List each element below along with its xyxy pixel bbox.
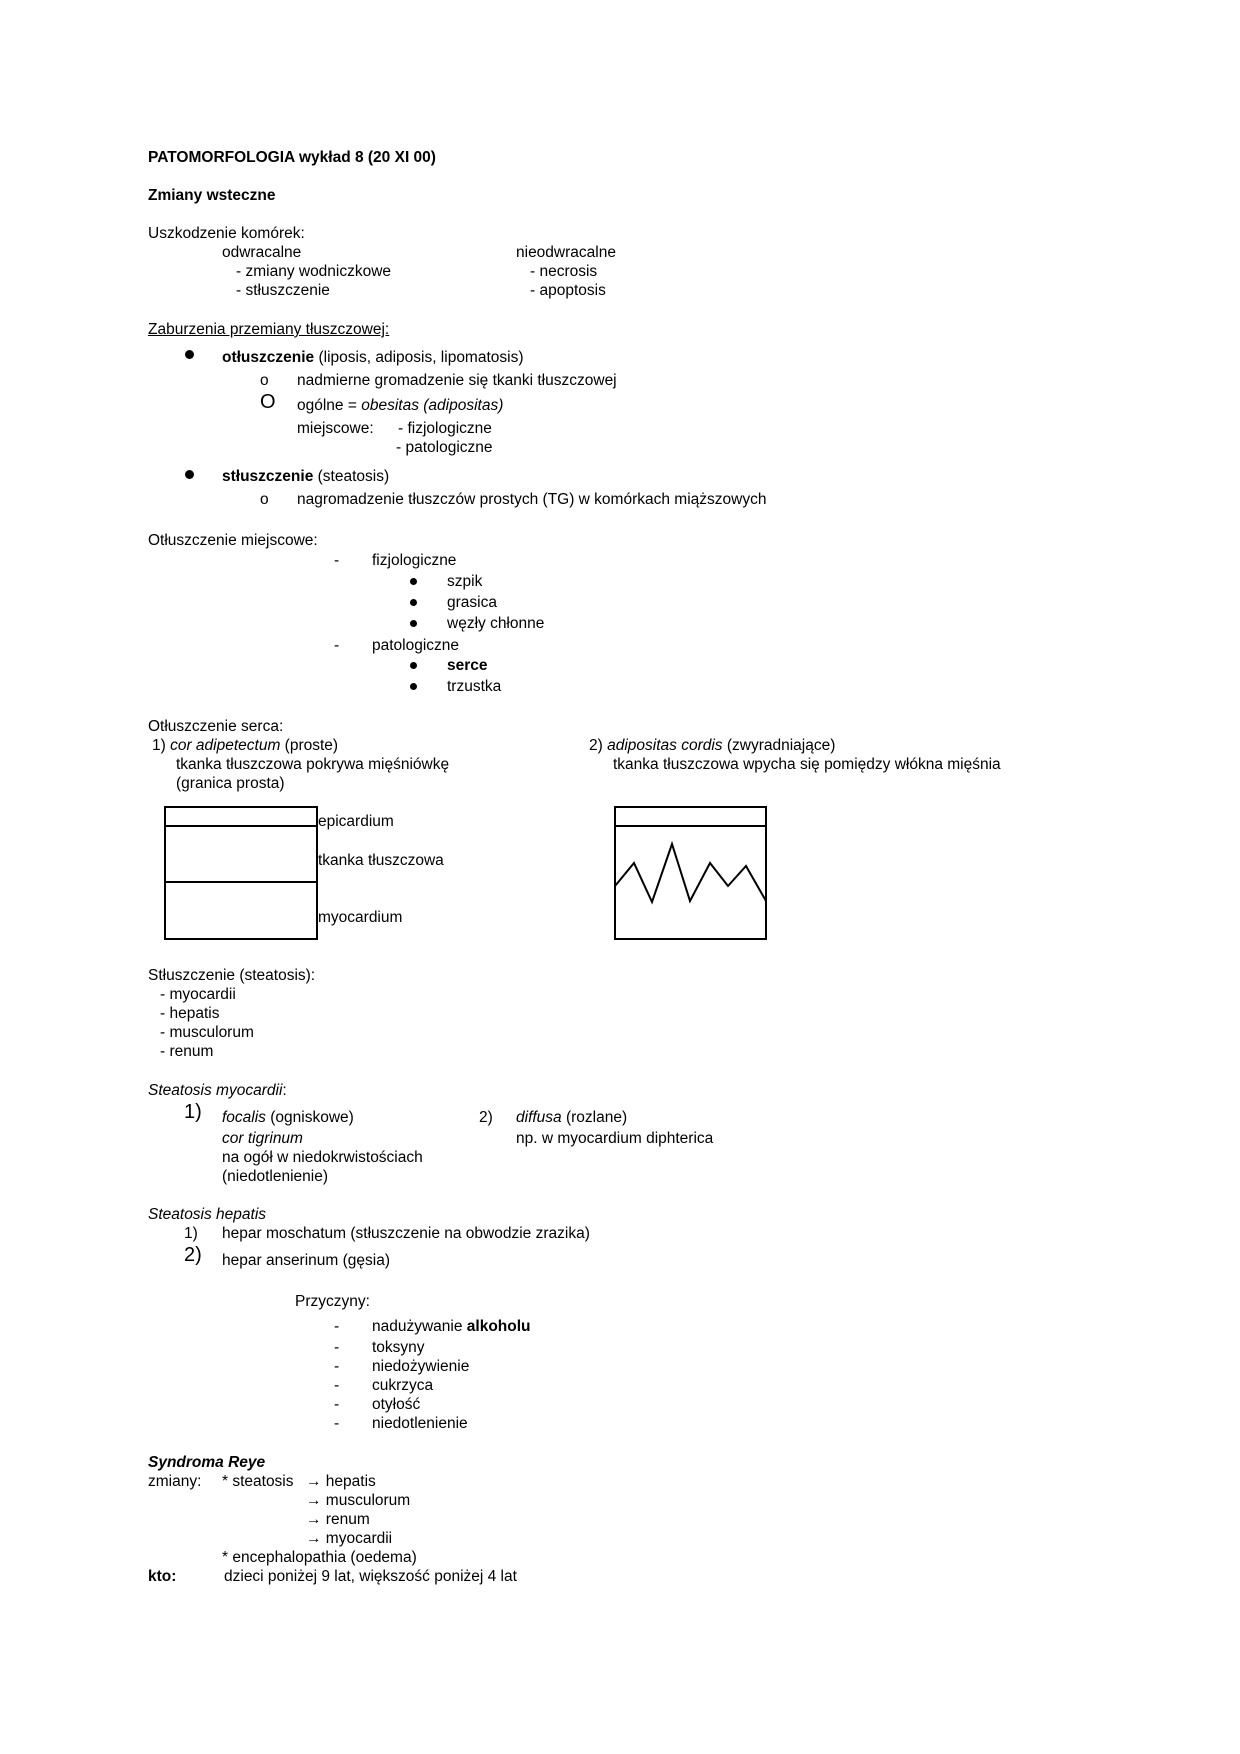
list-number: 1)	[184, 1225, 198, 1242]
reversible-label: odwracalne	[222, 244, 302, 261]
dash: -	[334, 1318, 340, 1335]
causes-heading: Przyczyny:	[295, 1293, 370, 1310]
steatosis-hepatis-heading: Steatosis hepatis	[148, 1206, 267, 1223]
list-item: grasica	[447, 594, 497, 611]
obesity-definition: nadmierne gromadzenie się tkanki tłuszczowej	[297, 372, 617, 389]
label-epicardium: epicardium	[318, 813, 394, 830]
sub-marker: o	[260, 491, 269, 508]
bullet-icon	[410, 620, 417, 627]
dash: -	[334, 1415, 340, 1432]
fat-boundary-line	[164, 881, 318, 883]
list-number: 2)	[184, 1244, 202, 1266]
diffuse-line: diffusa (rozlane)	[516, 1109, 628, 1126]
list-item: - stłuszczenie	[236, 282, 330, 299]
dash: -	[334, 1339, 340, 1356]
list-item: toksyny	[372, 1339, 425, 1356]
bullet-icon	[185, 350, 194, 359]
heart-type-1-desc: tkanka tłuszczowa pokrywa mięśniówkę	[176, 756, 450, 773]
obesity-line: otłuszczenie (liposis, adiposis, lipomatosis)	[222, 349, 524, 366]
dash: -	[334, 552, 340, 569]
path-label: patologiczne	[372, 637, 460, 654]
focal-desc: (niedotlenienie)	[222, 1168, 328, 1185]
changes-label: zmiany:	[148, 1473, 202, 1490]
list-item: - apoptosis	[530, 282, 606, 299]
list-item: - musculorum	[160, 1024, 254, 1041]
page-title: PATOMORFOLOGIA wykład 8 (20 XI 00)	[148, 149, 436, 166]
label-fat: tkanka tłuszczowa	[318, 852, 444, 869]
arrow-item: → musculorum	[306, 1492, 411, 1509]
who-label: kto:	[148, 1568, 177, 1585]
list-number: 2)	[479, 1109, 493, 1126]
list-item: szpik	[447, 573, 483, 590]
list-item: niedożywienie	[372, 1358, 470, 1375]
steatosis-label: * steatosis	[222, 1473, 294, 1490]
local-path: - patologiczne	[396, 439, 493, 456]
bullet-icon	[410, 599, 417, 606]
heart-type-2: 2) adipositas cordis (zwyradniające)	[589, 737, 836, 754]
list-item: - renum	[160, 1043, 214, 1060]
list-item: niedotlenienie	[372, 1415, 468, 1432]
infiltration-zigzag	[614, 806, 767, 940]
list-item: trzustka	[447, 678, 502, 695]
heart-obesity-heading: Otłuszczenie serca:	[148, 718, 284, 735]
cor-tigrinum: cor tigrinum	[222, 1130, 303, 1147]
local-phys: - fizjologiczne	[398, 420, 492, 437]
cell-damage-heading: Uszkodzenie komórek:	[148, 225, 305, 242]
irreversible-label: nieodwracalne	[516, 244, 616, 261]
list-item: - myocardii	[160, 986, 236, 1003]
list-item: otyłość	[372, 1396, 421, 1413]
bullet-icon	[410, 662, 417, 669]
reye-heading: Syndroma Reye	[148, 1454, 266, 1471]
list-number: 1)	[184, 1101, 202, 1123]
list-item: - necrosis	[530, 263, 598, 280]
heart-type-2-desc: tkanka tłuszczowa wpycha się pomiędzy włókna mięśnia	[613, 756, 1001, 773]
sub-marker: o	[260, 372, 269, 389]
steatosis-definition: nagromadzenie tłuszczów prostych (TG) w komórkach miąższowych	[297, 491, 767, 508]
list-item: hepar moschatum (stłuszczenie na obwodzie zrazika)	[222, 1225, 590, 1242]
steatosis-heading: Stłuszczenie (steatosis):	[148, 967, 316, 984]
list-item: cukrzyca	[372, 1377, 434, 1394]
steatosis-line: stłuszczenie (steatosis)	[222, 468, 390, 485]
sub-marker: O	[260, 391, 276, 413]
arrow-item: → myocardii	[306, 1530, 393, 1547]
bullet-icon	[410, 578, 417, 585]
arrow-item: → hepatis	[306, 1473, 376, 1490]
list-item: nadużywanie alkoholu	[372, 1318, 531, 1335]
list-item: - hepatis	[160, 1005, 220, 1022]
phys-label: fizjologiczne	[372, 552, 457, 569]
encephalopathia: * encephalopathia (oedema)	[222, 1549, 417, 1566]
dash: -	[334, 1358, 340, 1375]
who-text: dzieci poniżej 9 lat, większość poniżej 4 lat	[224, 1568, 517, 1585]
list-item: hepar anserinum (gęsia)	[222, 1252, 391, 1269]
bullet-icon	[185, 470, 194, 479]
bullet-icon	[410, 683, 417, 690]
section-heading: Zmiany wsteczne	[148, 187, 276, 204]
local-obesity-heading: Otłuszczenie miejscowe:	[148, 532, 318, 549]
local-label: miejscowe:	[297, 420, 374, 437]
dash: -	[334, 637, 340, 654]
diffuse-desc: np. w myocardium diphterica	[516, 1130, 714, 1147]
fat-disorders-heading: Zaburzenia przemiany tłuszczowej:	[148, 321, 390, 338]
arrow-item: → renum	[306, 1511, 370, 1528]
dash: -	[334, 1396, 340, 1413]
heart-type-1-desc: (granica prosta)	[176, 775, 285, 792]
list-item: węzły chłonne	[447, 615, 545, 632]
list-item: - zmiany wodniczkowe	[236, 263, 392, 280]
epicardium-line	[164, 825, 318, 827]
general-obesity: ogólne = obesitas (adipositas)	[297, 397, 504, 414]
list-item: serce	[447, 657, 488, 674]
dash: -	[334, 1377, 340, 1394]
focal-line: focalis (ogniskowe)	[222, 1109, 354, 1126]
steatosis-myocardii-heading: Steatosis myocardii:	[148, 1082, 287, 1099]
heart-type-1: 1) cor adipetectum (proste)	[152, 737, 339, 754]
focal-desc: na ogół w niedokrwistościach	[222, 1149, 423, 1166]
label-myocardium: myocardium	[318, 909, 403, 926]
